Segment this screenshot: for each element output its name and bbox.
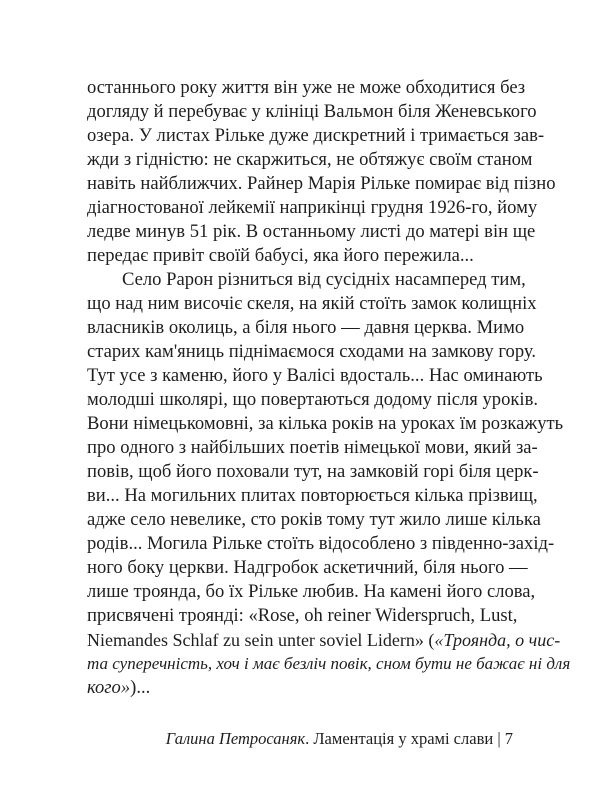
text-line: Село Рарон різниться від сусідніх насамперед тим, — [122, 269, 526, 290]
text-line: присвячені троянді: «Rose, oh reiner Widerspruch, Lust, — [87, 605, 518, 626]
text-line: навіть найближчих. Райнер Марія Рільке помирає від пізно — [87, 173, 556, 194]
footer-title: . Ламентація у храмі слави — [305, 729, 494, 748]
text-line: старих кам'яниць піднімаємося сходами на замкову гору. — [87, 341, 536, 362]
text-line: передає привіт своїй бабусі, яка його пережила... — [87, 245, 474, 266]
text-line: озера. У листах Рільке дуже дискретний і тримається зав- — [87, 125, 545, 146]
text-line: повів, щоб його поховали тут, на замковій горі біля церк- — [87, 461, 539, 482]
text-line: адже село невелике, сто років тому тут жило лише кілька — [87, 509, 541, 530]
text-line: догляду й перебуває у клініці Вальмон біля Женевського — [87, 101, 537, 122]
text-line: лише троянда, бо їх Рільке любив. На камені його слова, — [87, 581, 536, 602]
german-quote: Niemandes Schlaf zu sein unter soviel Lidern» ( — [87, 630, 435, 650]
text-line: що над ним височіє скеля, на якій стоїть замок колищніх — [87, 293, 537, 314]
translation-italic: та суперечність, хоч і має безліч повік, сном бути не бажає ні для — [87, 654, 571, 673]
footer-separator: | — [493, 729, 505, 748]
text-line: діагностованої лейкемії наприкінці грудня 1926-го, йому — [87, 197, 538, 218]
text-segment: )... — [130, 677, 151, 698]
text-line: ви... На могильних плитах повторюється кілька прізвищ, — [87, 485, 538, 506]
translation-italic: кого» — [87, 677, 131, 698]
text-line: останнього року життя він уже не може обходитися без — [87, 77, 526, 98]
text-line — [87, 628, 561, 652]
text-line — [87, 652, 571, 676]
text-line: Тут усе з каменю, його у Валісі вдосталь... Нас оминають — [87, 365, 543, 386]
footer-author: Галина Петросаняк — [165, 729, 306, 748]
text-line: Вони німецькомовні, за кілька років на уроках їм розкажуть — [87, 413, 564, 434]
text-line: молодші школярі, що повертаються додому після уроків. — [87, 389, 538, 410]
text-line: ного боку церкви. Надгробок аскетичний, біля нього — — [87, 557, 528, 578]
running-footer — [0, 728, 513, 750]
text-line: родів... Могила Рільке стоїть відособлено з південно-захід- — [87, 533, 555, 554]
translation-italic: «Троянда, о чис- — [434, 630, 561, 650]
text-line: ледве минув 51 рік. В останньому листі до матері він ще — [87, 221, 536, 242]
page-number: 7 — [504, 729, 513, 748]
text-line — [87, 676, 513, 700]
text-line: власників околиць, а біля нього — давня церква. Мимо — [87, 317, 525, 338]
text-line: про одного з найбільших поетів німецької мови, який за- — [87, 437, 538, 458]
text-line: жди з гідністю: не скаржиться, не обтяжує своїм станом — [87, 149, 533, 170]
